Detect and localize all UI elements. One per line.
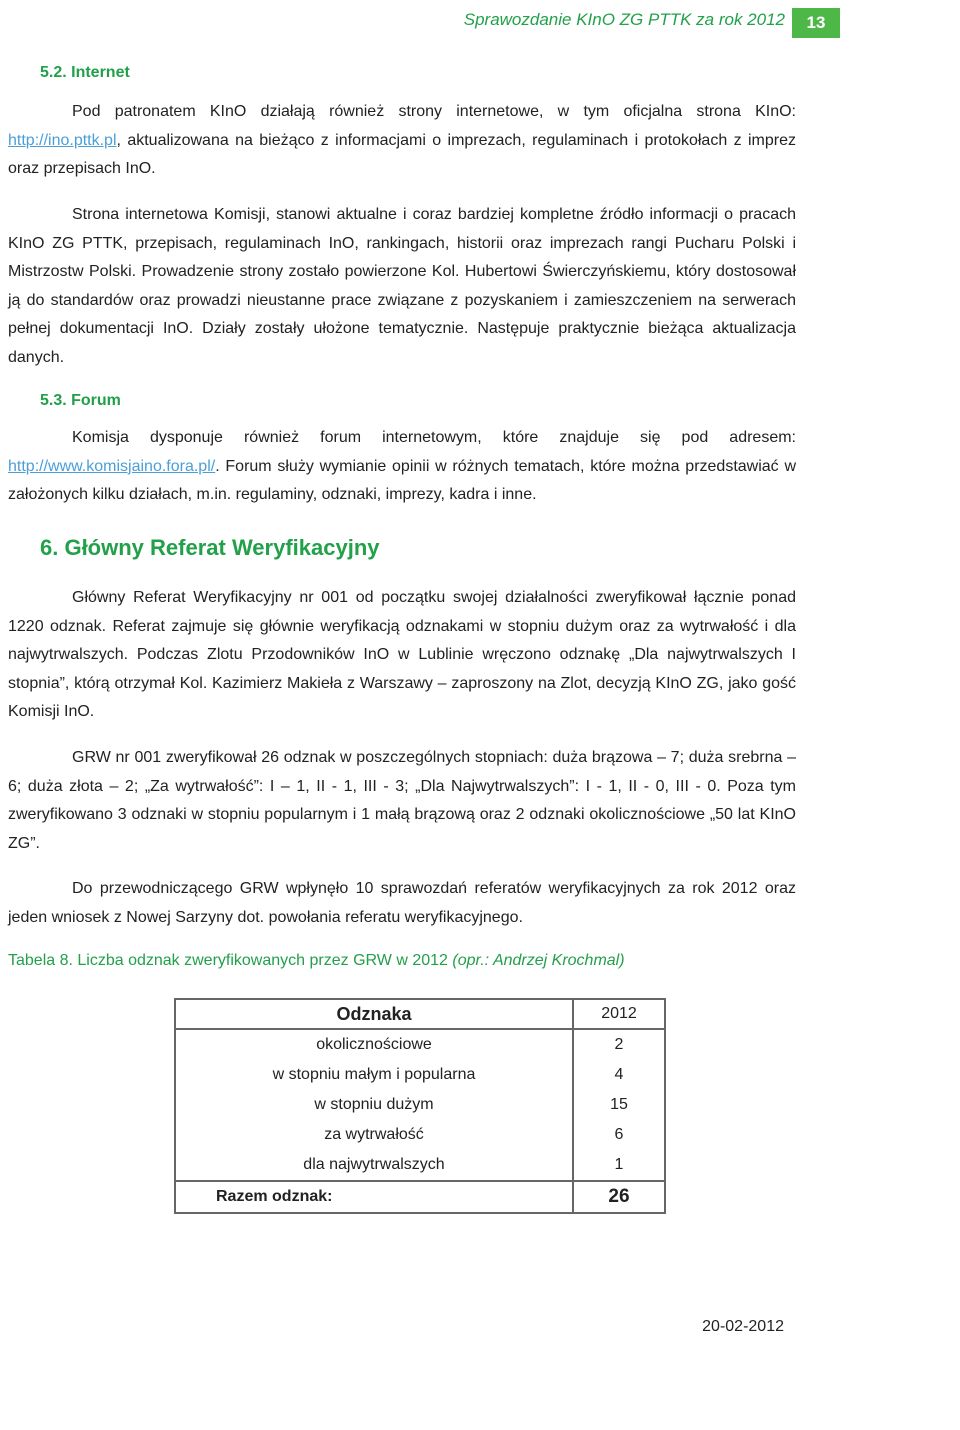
column-header-year: 2012 xyxy=(573,999,665,1029)
footer-date: 20-02-2012 xyxy=(702,1318,784,1335)
grw-paragraph-2: GRW nr 001 zweryfikował 26 odznak w poszczególnych stopniach: duża brązowa – 7; duża srebrna – 6; duża złota – 2; „Za wytrwałość”: I – 1, II - 1, III - 3; „Dla Najwytrwalszych”: I - 1, II - 0, III - 0. Poza tym zweryfikowano 3 odznaki w stopniu popularnym i 1 małą brązową oraz 2 odznaki okolicznościowe „50 lat KInO ZG”. xyxy=(8,749,796,852)
row-label: w stopniu małym i popularna xyxy=(175,1060,573,1090)
table-header-row xyxy=(175,999,665,1029)
row-label: okolicznościowe xyxy=(175,1029,573,1060)
table-caption xyxy=(8,952,625,970)
section-heading-forum: 5.3. Forum xyxy=(40,392,121,409)
forum-link[interactable]: http://www.komisjaino.fora.pl/ xyxy=(8,457,216,475)
section-heading-internet: 5.2. Internet xyxy=(40,64,130,81)
row-value: 4 xyxy=(573,1060,665,1090)
column-header-badge: Odznaka xyxy=(175,999,573,1029)
internet-paragraph-2: Strona internetowa Komisji, stanowi aktualne i coraz bardziej kompletne źródło informacji o pracach KInO ZG PTTK, przepisach, regulaminach InO, rankingach, historii oraz imprezach rangi Pucharu Polski i Mistrzostw Polski. Prowadzenie strony zostało powierzone Kol. Hubertowi Świerczyńskiemu, który dostosował ją do standardów oraz prowadzi nieustanne prace związane z pozyskaniem i zamieszczeniem na serwerach pełnej dokumentacji InO. Działy zostały ułożone tematycznie. Następuje praktycznie bieżąca aktualizacja danych. xyxy=(8,206,796,366)
document-title: Sprawozdanie KInO ZG PTTK za rok 2012 xyxy=(463,10,785,29)
row-value: 6 xyxy=(573,1120,665,1150)
internet-text-a: Pod patronatem KInO działają również strony internetowe, w tym oficjalna strona KInO: xyxy=(72,103,796,120)
total-value: 26 xyxy=(573,1181,665,1213)
forum-text-b: . Forum służy wymianie opinii w różnych tematach, które można przedstawiać w założonych kilku działach, m.in. regulaminy, odznaki, imprezy, kadra i inne. xyxy=(8,457,796,504)
table-row xyxy=(175,1150,665,1181)
table-row xyxy=(175,1029,665,1060)
table-caption-text: Tabela 8. Liczba odznak zweryfikowanych przez GRW w 2012 xyxy=(8,952,453,969)
grw-paragraph-3: Do przewodniczącego GRW wpłynęło 10 sprawozdań referatów weryfikacyjnych za rok 2012 oraz jeden wniosek z Nowej Sarzyny dot. powołania referatu weryfikacyjnego. xyxy=(8,880,796,926)
badges-table xyxy=(174,998,666,1214)
forum-text-a: Komisja dysponuje również forum internetowym, które znajduje się pod adresem: xyxy=(72,429,796,446)
row-label: dla najwytrwalszych xyxy=(175,1150,573,1181)
table-row xyxy=(175,1060,665,1090)
grw-paragraph-1: Główny Referat Weryfikacyjny nr 001 od początku swojej działalności zweryfikował łącznie ponad 1220 odznak. Referat zajmuje się głównie weryfikacją odznakami w stopniu dużym oraz za wytrwałość i dla najwytrwalszych. Podczas Zlotu Przodowników InO w Lublinie wręczono odznakę „Dla najwytrwalszych I stopnia”, którą otrzymał Kol. Kazimierz Makieła z Warszawy – zaproszony na Zlot, decyzją KInO ZG, jako gość Komisji InO. xyxy=(8,589,796,721)
forum-paragraph xyxy=(8,424,796,510)
table-row xyxy=(175,1120,665,1150)
page-number-badge: 13 xyxy=(792,8,840,38)
internet-paragraph-1 xyxy=(8,98,796,184)
total-label: Razem odznak: xyxy=(175,1181,573,1213)
row-value: 2 xyxy=(573,1029,665,1060)
row-value: 1 xyxy=(573,1150,665,1181)
table-caption-author: (opr.: Andrzej Krochmal) xyxy=(452,952,625,969)
row-value: 15 xyxy=(573,1090,665,1120)
row-label: za wytrwałość xyxy=(175,1120,573,1150)
ino-website-link[interactable]: http://ino.pttk.pl xyxy=(8,131,117,149)
chapter-heading-grw: 6. Główny Referat Weryfikacyjny xyxy=(40,535,380,560)
internet-text-b: , aktualizowana na bieżąco z informacjami o imprezach, regulaminach i protokołach z imprez oraz przepisach InO. xyxy=(8,131,796,178)
table-row xyxy=(175,1090,665,1120)
page-header xyxy=(0,8,960,38)
table-total-row xyxy=(175,1181,665,1213)
row-label: w stopniu dużym xyxy=(175,1090,573,1120)
